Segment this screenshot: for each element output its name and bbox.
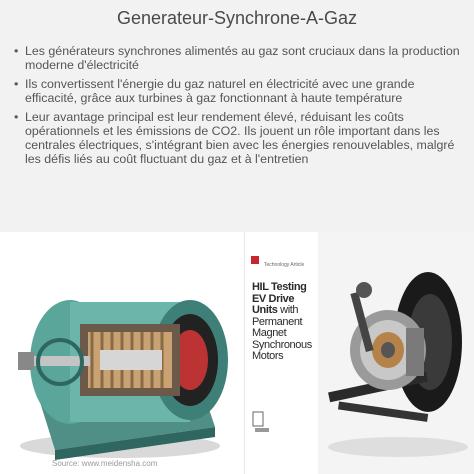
image-source: Source: www.meidensha.com [52,459,158,468]
ev-drive-image [318,232,474,474]
bullet-item [14,44,464,72]
article-title-bold: HIL Testing EV Drive Units [252,281,307,316]
image-gallery [0,232,474,474]
article-title [252,282,320,363]
bullet-list [14,44,464,171]
bullet-text: Les générateurs synchrones alimentés au gaz sont cruciaux dans la production moderne d'électricité [25,44,460,72]
bullet-text: Leur avantage principal est leur rendement élevé, réduisant les coûts opérationnels et les émissions de CO2. Ils jouent un rôle important dans les centrales électriques, s'intégrant bien avec les énergies renouvelables, malgré les défis liés au coût fluctuant du gaz et à l'entretien [25,110,455,166]
article-brand: Technology Article [264,262,305,268]
ev-drive-unit-icon [318,232,474,474]
bullet-dot: • [14,110,19,124]
bullet-item [14,77,464,105]
page-title: Generateur-Synchrone-A-Gaz [116,8,358,28]
generator-image [0,232,244,474]
article-title-rest: with Permanent Magnet Synchronous Motors [252,304,312,362]
bullet-dot: • [14,77,19,91]
generator-motor-icon [0,232,244,474]
bullet-item [14,110,464,166]
bullet-dot: • [14,44,19,58]
bullet-text: Ils convertissent l'énergie du gaz naturel en électricité avec une grande efficacité, grâce aux turbines à gaz fonctionnant à haute température [25,77,415,105]
